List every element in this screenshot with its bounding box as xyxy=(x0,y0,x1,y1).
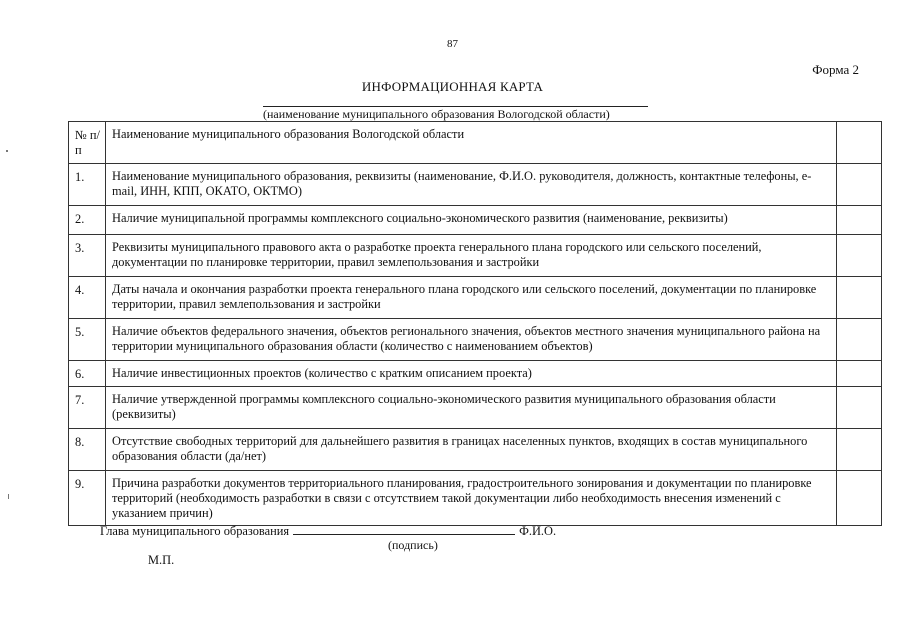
document-subtitle: (наименование муниципального образования Вологодской области) xyxy=(263,107,610,121)
row-text: Даты начала и окончания разработки проекта генерального плана городского или сельского поселений, документации по планировке территории, правил землепользования и застройки xyxy=(106,277,837,319)
row-num: 5. xyxy=(69,319,106,361)
row-value-cell xyxy=(837,235,882,277)
document-title: ИНФОРМАЦИОННАЯ КАРТА xyxy=(361,79,544,94)
table-row xyxy=(69,164,882,206)
signature-caption: (подпись) xyxy=(388,538,438,552)
table-row xyxy=(69,429,882,471)
table-row xyxy=(69,277,882,319)
row-value-cell xyxy=(837,361,882,387)
row-num: 6. xyxy=(69,361,106,387)
table-row xyxy=(69,471,882,526)
row-num: 7. xyxy=(69,387,106,429)
signature-line xyxy=(293,523,515,535)
row-text: Отсутствие свободных территорий для дальнейшего развития в границах населенных пунктов, входящих в состав муниципального образования области (да/нет) xyxy=(106,429,837,471)
signature-row xyxy=(100,523,556,539)
scan-speck xyxy=(8,494,9,499)
page-number: 87 xyxy=(447,38,458,50)
table-row xyxy=(69,235,882,277)
table-row xyxy=(69,206,882,235)
row-text: Реквизиты муниципального правового акта о разработке проекта генерального плана городского или сельского поселений, документации по планировке территории, правил землепользования и застройки xyxy=(106,235,837,277)
row-value-cell xyxy=(837,206,882,235)
row-num: 4. xyxy=(69,277,106,319)
stamp-label: М.П. xyxy=(148,553,175,567)
row-num: 1. xyxy=(69,164,106,206)
table-row xyxy=(69,387,882,429)
row-value-cell xyxy=(837,319,882,361)
table-row xyxy=(69,361,882,387)
table-header-row xyxy=(69,122,882,164)
row-value-cell xyxy=(837,429,882,471)
row-value-cell xyxy=(837,164,882,206)
row-num: 3. xyxy=(69,235,106,277)
scan-speck xyxy=(6,150,8,152)
info-table xyxy=(68,121,882,526)
row-text: Наличие утвержденной программы комплексного социально-экономического развития муниципального образования области (реквизиты) xyxy=(106,387,837,429)
row-text: Причина разработки документов территориального планирования, градостроительного зонирования и документации по планировке территорий (необходимость разработки в связи с отсутствием такой документации либо необходимость внесения изменений с указанием причин) xyxy=(106,471,837,526)
row-num: 8. xyxy=(69,429,106,471)
row-value-cell xyxy=(837,277,882,319)
signature-fio: Ф.И.О. xyxy=(519,524,557,538)
row-num: 9. xyxy=(69,471,106,526)
header-value-cell xyxy=(837,122,882,164)
row-value-cell xyxy=(837,471,882,526)
header-num-cell: № п/п xyxy=(69,122,106,164)
row-text: Наличие инвестиционных проектов (количество с кратким описанием проекта) xyxy=(106,361,837,387)
table-row xyxy=(69,319,882,361)
row-num: 2. xyxy=(69,206,106,235)
row-text: Наличие объектов федерального значения, объектов регионального значения, объектов местного значения муниципального района на территории муниципального образования области (количество с наименованием объектов) xyxy=(106,319,837,361)
form-label: Форма 2 xyxy=(812,62,859,77)
header-name-cell: Наименование муниципального образования Вологодской области xyxy=(106,122,837,164)
row-text: Наименование муниципального образования, реквизиты (наименование, Ф.И.О. руководителя, должность, контактные телефоны, e-mail, ИНН, КПП, ОКАТО, ОКТМО) xyxy=(106,164,837,206)
signature-label: Глава муниципального образования xyxy=(100,524,290,538)
row-value-cell xyxy=(837,387,882,429)
row-text: Наличие муниципальной программы комплексного социально-экономического развития (наименование, реквизиты) xyxy=(106,206,837,235)
